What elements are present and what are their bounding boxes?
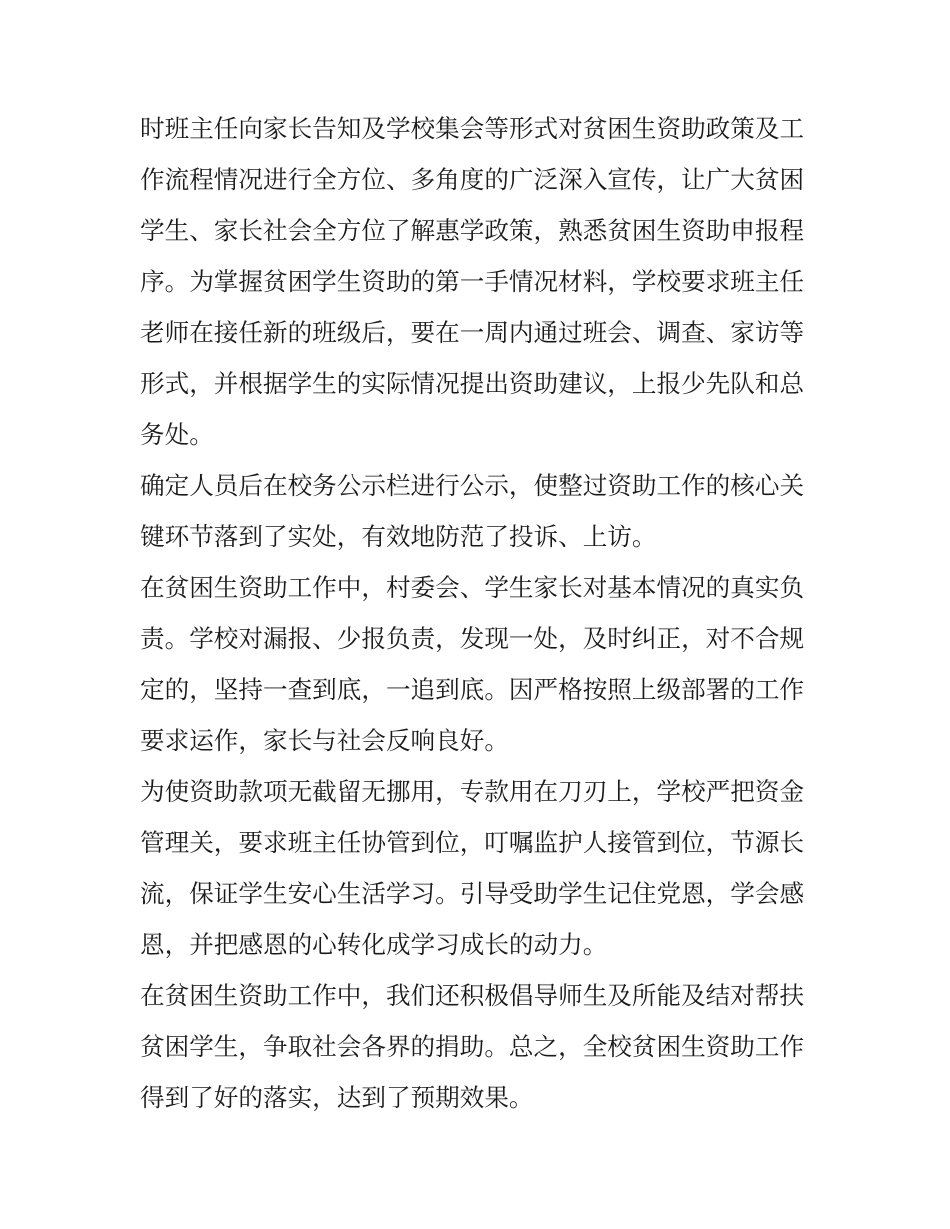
text-line: 贫困学生，争取社会各界的捐助。总之，全校贫困生资助工作 xyxy=(140,1032,805,1061)
text-line: 恩，并把感恩的心转化成学习成长的动力。 xyxy=(140,930,608,959)
paragraph-fund-management xyxy=(140,766,820,970)
text-line: 为使资助款项无截留无挪用，专款用在刀刃上，学校严把资金 xyxy=(140,777,805,806)
text-line: 键环节落到了实处，有效地防范了投诉、上访。 xyxy=(140,522,657,551)
text-line: 定的，坚持一查到底，一追到底。因严格按照上级部署的工作 xyxy=(140,675,805,704)
text-line: 在贫困生资助工作中，村委会、学生家长对基本情况的真实负 xyxy=(140,573,805,602)
text-line: 确定人员后在校务公示栏进行公示，使整过资助工作的核心关 xyxy=(140,471,805,500)
paragraph-publicity xyxy=(140,103,820,460)
paragraph-responsibility xyxy=(140,562,820,766)
text-line: 老师在接任新的班级后，要在一周内通过班会、调查、家访等 xyxy=(140,318,805,347)
text-line: 在贫困生资助工作中，我们还积极倡导师生及所能及结对帮扶 xyxy=(140,981,805,1010)
text-line: 要求运作，家长与社会反响良好。 xyxy=(140,726,509,755)
text-line: 形式，并根据学生的实际情况提出资助建议，上报少先队和总 xyxy=(140,369,805,398)
text-line: 务处。 xyxy=(140,420,214,449)
text-line: 学生、家长社会全方位了解惠学政策，熟悉贫困生资助申报程 xyxy=(140,216,805,245)
text-line: 得到了好的落实，达到了预期效果。 xyxy=(140,1083,534,1112)
text-line: 时班主任向家长告知及学校集会等形式对贫困生资助政策及工 xyxy=(140,114,805,143)
paragraph-conclusion xyxy=(140,970,820,1123)
text-line: 责。学校对漏报、少报负责，发现一处，及时纠正，对不合规 xyxy=(140,624,805,653)
text-line: 管理关，要求班主任协管到位，叮嘱监护人接管到位，节源长 xyxy=(140,828,805,857)
paragraph-announcement xyxy=(140,460,820,562)
text-line: 流，保证学生安心生活学习。引导受助学生记住党恩，学会感 xyxy=(140,879,805,908)
text-line: 序。为掌握贫困学生资助的第一手情况材料，学校要求班主任 xyxy=(140,267,805,296)
document-body xyxy=(140,103,820,1123)
text-line: 作流程情况进行全方位、多角度的广泛深入宣传，让广大贫困 xyxy=(140,165,805,194)
